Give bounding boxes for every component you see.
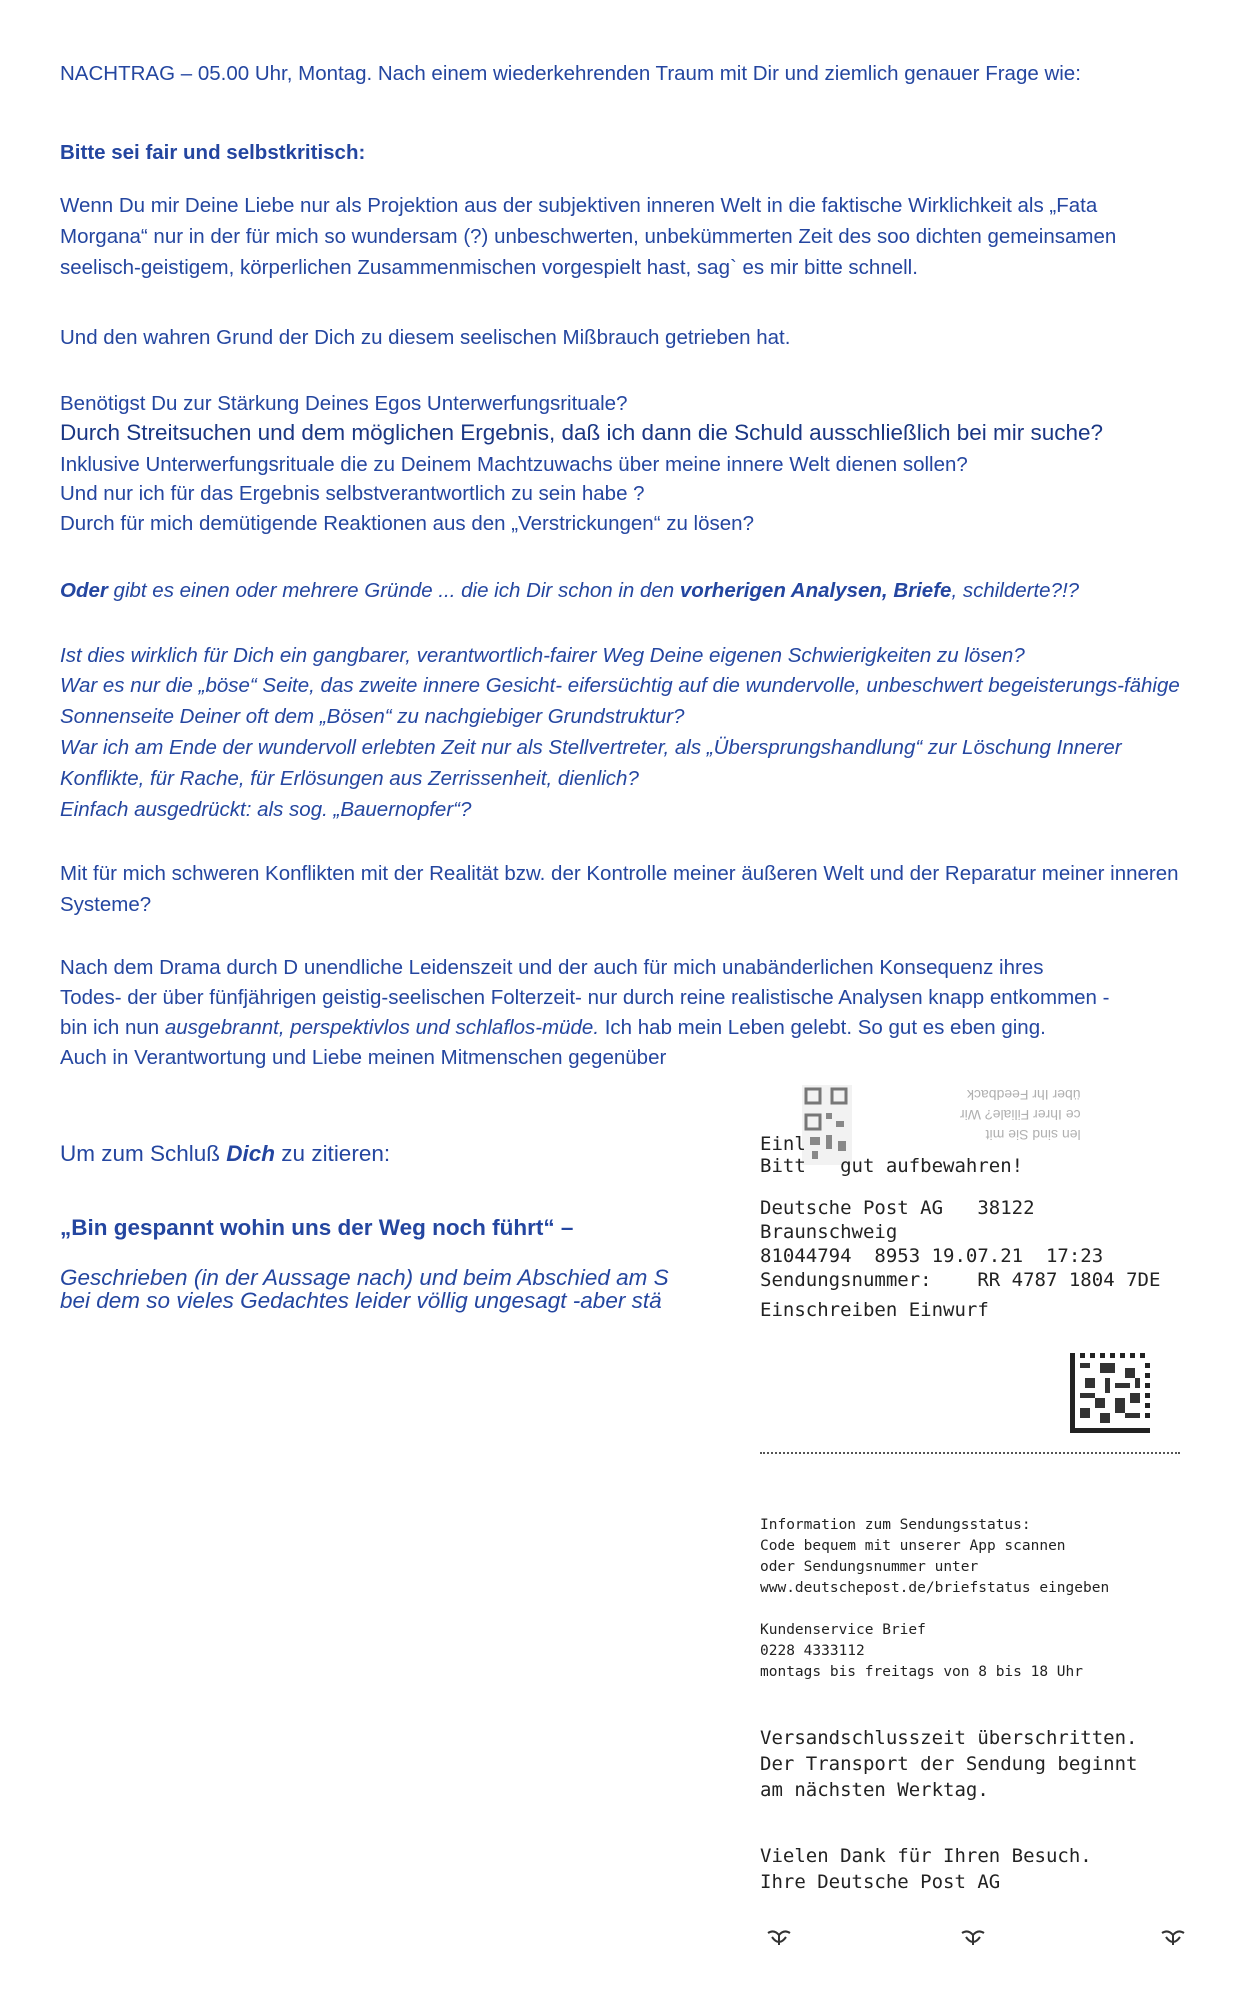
dotted-separator	[760, 1452, 1180, 1454]
question-2: Durch Streitsuchen und dem möglichen Ergebnis, daß ich dann die Schuld ausschließlich bei mir suche?	[60, 420, 1104, 445]
shipping-line-1: Versandschlusszeit überschritten.	[760, 1727, 1138, 1749]
receipt-bitte: Bitt gut aufbewahren!	[760, 1155, 1024, 1177]
para4-b: unendliche Leidenszeit und der auch für mich unabänderlichen Konsequenz ihres	[298, 956, 1044, 979]
service-line-3: montags bis freitags von 8 bis 18 Uhr	[760, 1664, 1084, 1680]
shipping-line-2: Der Transport der Sendung beginnt	[760, 1753, 1138, 1775]
receipt-tracking	[760, 1269, 1160, 1291]
tracking-label: Sendungsnummer:	[760, 1269, 932, 1291]
header-line: NACHTRAG – 05.00 Uhr, Montag. Nach einem wiederkehrenden Traum mit Dir und ziemlich genauer Frage wie:	[60, 62, 1081, 85]
paragraph-4-line-2: Todes- der über fünfjährigen geistig-seelischen Folterzeit- nur durch reine realistische Analysen knapp entkommen -	[60, 986, 1110, 1009]
post-horn-icon	[766, 1927, 792, 1954]
italic-line-2: War es nur die „böse“ Seite, das zweite innere Gesicht- eifersüchtig auf die wundervolle, unbeschwert begeisterungs-fähige Sonnenseite Deiner oft dem „Bösen“ zu nachgiebiger Grundstruktur?	[60, 674, 1180, 728]
italic-line-3: War ich am Ende der wundervoll erlebten Zeit nur als Stellvertreter, als „Übersprungshandlung“ zur Löschung Innerer Konflikte, für Rache, für Erlösungen aus Zerrissenheit, dienlich?	[60, 736, 1122, 790]
paragraph-4-line-4: Auch in Verantwortung und Liebe meinen Mitmenschen gegenüber	[60, 1046, 667, 1069]
paragraph-2: Und den wahren Grund der Dich zu diesem seelischen Mißbrauch getrieben hat.	[60, 326, 791, 349]
zitat-pre: Um zum Schluß	[60, 1141, 227, 1166]
oder-bold-2: vorherigen Analysen, Briefe	[679, 579, 952, 602]
paragraph-1: Wenn Du mir Deine Liebe nur als Projektion aus der subjektiven inneren Welt in die faktische Wirklichkeit als „Fata Morgana“ nur in der für mich so wundersam (?) unbeschwerten, unbekümmerten Zeit des soo dichten gemeinsamen seelisch-geistigem, körperlichen Zusammenmischen vorgespielt hast, sag` es mir bitte schnell.	[60, 194, 1117, 279]
small-qr-code	[802, 1085, 852, 1165]
oder-text-2: , schilderte?!?	[951, 579, 1080, 602]
info-line-2: Code bequem mit unserer App scannen	[760, 1538, 1066, 1554]
receipt-code-line: 81044794 8953 19.07.21 17:23	[760, 1245, 1104, 1267]
receipt-city: Braunschweig	[760, 1221, 898, 1243]
tracking-number: RR 4787 1804 7DE	[977, 1269, 1161, 1291]
para4-d-italic: ausgebrannt, perspektivlos und schlaflos-müde.	[164, 1016, 600, 1039]
zitat-post: zu zitieren:	[275, 1141, 391, 1166]
para4-d-pre: bin ich nun	[60, 1016, 165, 1039]
thanks-line-1: Vielen Dank für Ihren Besuch.	[760, 1845, 1092, 1867]
data-matrix-code	[1070, 1353, 1150, 1433]
oder-paragraph	[60, 575, 1190, 606]
question-3: Inklusive Unterwerfungsrituale die zu Deinem Machtzuwachs über meine innere Welt dienen sollen?	[60, 453, 968, 476]
italic-line-4: Einfach ausgedrückt: als sog. „Bauernopfer“?	[60, 798, 472, 821]
info-line-1: Information zum Sendungsstatus:	[760, 1517, 1031, 1533]
closing-line-1: Geschrieben (in der Aussage nach) und beim Abschied am S	[60, 1265, 669, 1290]
italic-line-1: Ist dies wirklich für Dich ein gangbarer, verantwortlich-fairer Weg Deine eigenen Schwierigkeiten zu lösen?	[60, 644, 1025, 667]
quote-line: „Bin gespannt wohin uns der Weg noch führt“ –	[60, 1215, 574, 1240]
question-1: Benötigst Du zur Stärkung Deines Egos Unterwerfungsrituale?	[60, 392, 628, 415]
post-horn-icon	[1160, 1927, 1186, 1954]
service-line-2: 0228 4333112	[760, 1643, 865, 1659]
info-line-4: www.deutschepost.de/briefstatus eingeben	[760, 1580, 1110, 1596]
info-line-3: oder Sendungsnummer unter	[760, 1559, 979, 1575]
bold-heading: Bitte sei fair und selbstkritisch:	[60, 141, 366, 164]
shipping-line-3: am nächsten Werktag.	[760, 1779, 989, 1801]
receipt-einl: Einl	[760, 1133, 806, 1155]
mirrored-backside-text: len sind Sie mit ce Ihrer Filiale? Wir über Ihr Feedback	[960, 1087, 1081, 1143]
zitat-bold: Dich	[226, 1141, 276, 1166]
receipt-company: Deutsche Post AG 38122	[760, 1197, 1035, 1219]
paragraph-4-line-1	[60, 952, 1190, 983]
thanks-line-2: Ihre Deutsche Post AG	[760, 1871, 1001, 1893]
post-horn-icon	[960, 1927, 986, 1954]
service-line-1: Kundenservice Brief	[760, 1622, 926, 1638]
question-5: Durch für mich demütigende Reaktionen aus den „Verstrickungen“ zu lösen?	[60, 512, 754, 535]
oder-bold: Oder	[60, 579, 108, 602]
paragraph-4-line-3	[60, 1012, 1190, 1043]
oder-text-1: gibt es einen oder mehrere Gründe ... die ich Dir schon in den	[107, 579, 680, 602]
para4-a: Nach dem Drama durch D	[60, 956, 299, 979]
question-4: Und nur ich für das Ergebnis selbstverantwortlich zu sein habe ?	[60, 482, 645, 505]
paragraph-3: Mit für mich schweren Konflikten mit der Realität bzw. der Kontrolle meiner äußeren Welt und der Reparatur meiner inneren Systeme?	[60, 862, 1179, 916]
para4-d-post: Ich hab mein Leben gelebt. So gut es eben ging.	[599, 1016, 1046, 1039]
closing-line-2: bei dem so vieles Gedachtes leider völlig ungesagt -aber stä	[60, 1288, 662, 1313]
receipt-service: Einschreiben Einwurf	[760, 1299, 989, 1321]
